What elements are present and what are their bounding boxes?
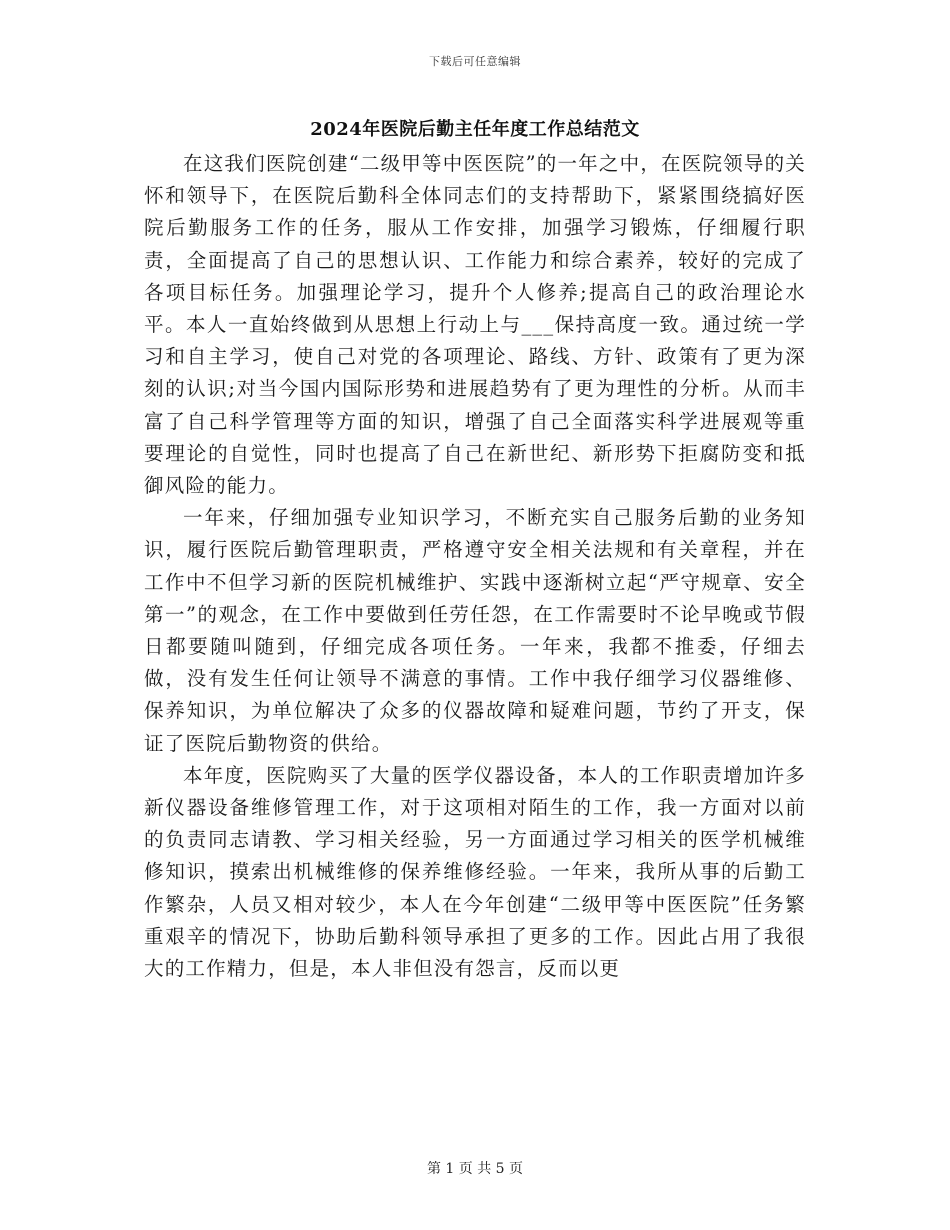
header-note: 下载后可任意编辑 [429,55,521,68]
document-title: 2024年医院后勤主任年度工作总结范文 [310,119,640,140]
paragraph-1: 在这我们医院创建“二级甲等中医医院”的一年之中，在医院领导的关怀和领导下，在医院后勤科全体同志们的支持帮助下，紧紧围绕搞好医院后勤服务工作的任务，服从工作安排，加强学习锻炼，仔细履行职责，全面提高了自己的思想认识、工作能力和综合素养，较好的完成了各项目标任务。加强理论学习，提升个人修养;提高自己的政治理论水平。本人一直始终做到从思想上行动上与___保持高度一致。通过统一学习和自主学习，使自己对党的各项理论、路线、方针、政策有了更为深刻的认识;对当今国内国际形势和进展趋势有了更为理性的分析。从而丰富了自己科学管理等方面的知识，增强了自己全面落实科学进展观等重要理论的自觉性，同时也提高了自己在新世纪、新形势下拒腐防变和抵御风险的能力。 [144,152,806,498]
page-number-footer: 第 1 页 共 5 页 [426,1161,524,1177]
paragraph-3: 本年度，医院购买了大量的医学仪器设备，本人的工作职责增加许多新仪器设备维修管理工作，对于这项相对陌生的工作，我一方面对以前的负责同志请教、学习相关经验，另一方面通过学习相关的医学机械维修知识，摸索出机械维修的保养维修经验。一年来，我所从事的后勤工作繁杂，人员又相对较少，本人在今年创建“二级甲等中医医院”任务繁重艰辛的情况下，协助后勤科领导承担了更多的工作。因此占用了我很大的工作精力，但是，本人非但没有怨言，反而以更 [144,763,806,981]
document-body [144,148,806,985]
paragraph-2: 一年来，仔细加强专业知识学习，不断充实自己服务后勤的业务知识，履行医院后勤管理职责，严格遵守安全相关法规和有关章程，并在工作中不但学习新的医院机械维护、实践中逐渐树立起“严守规章、安全第一”的观念，在工作中要做到任劳任怨，在工作需要时不论早晚或节假日都要随叫随到，仔细完成各项任务。一年来，我都不推委，仔细去做，没有发生任何让领导不满意的事情。工作中我仔细学习仪器维修、保养知识，为单位解决了众多的仪器故障和疑难问题，节约了开支，保证了医院后勤物资的供给。 [144,506,806,755]
